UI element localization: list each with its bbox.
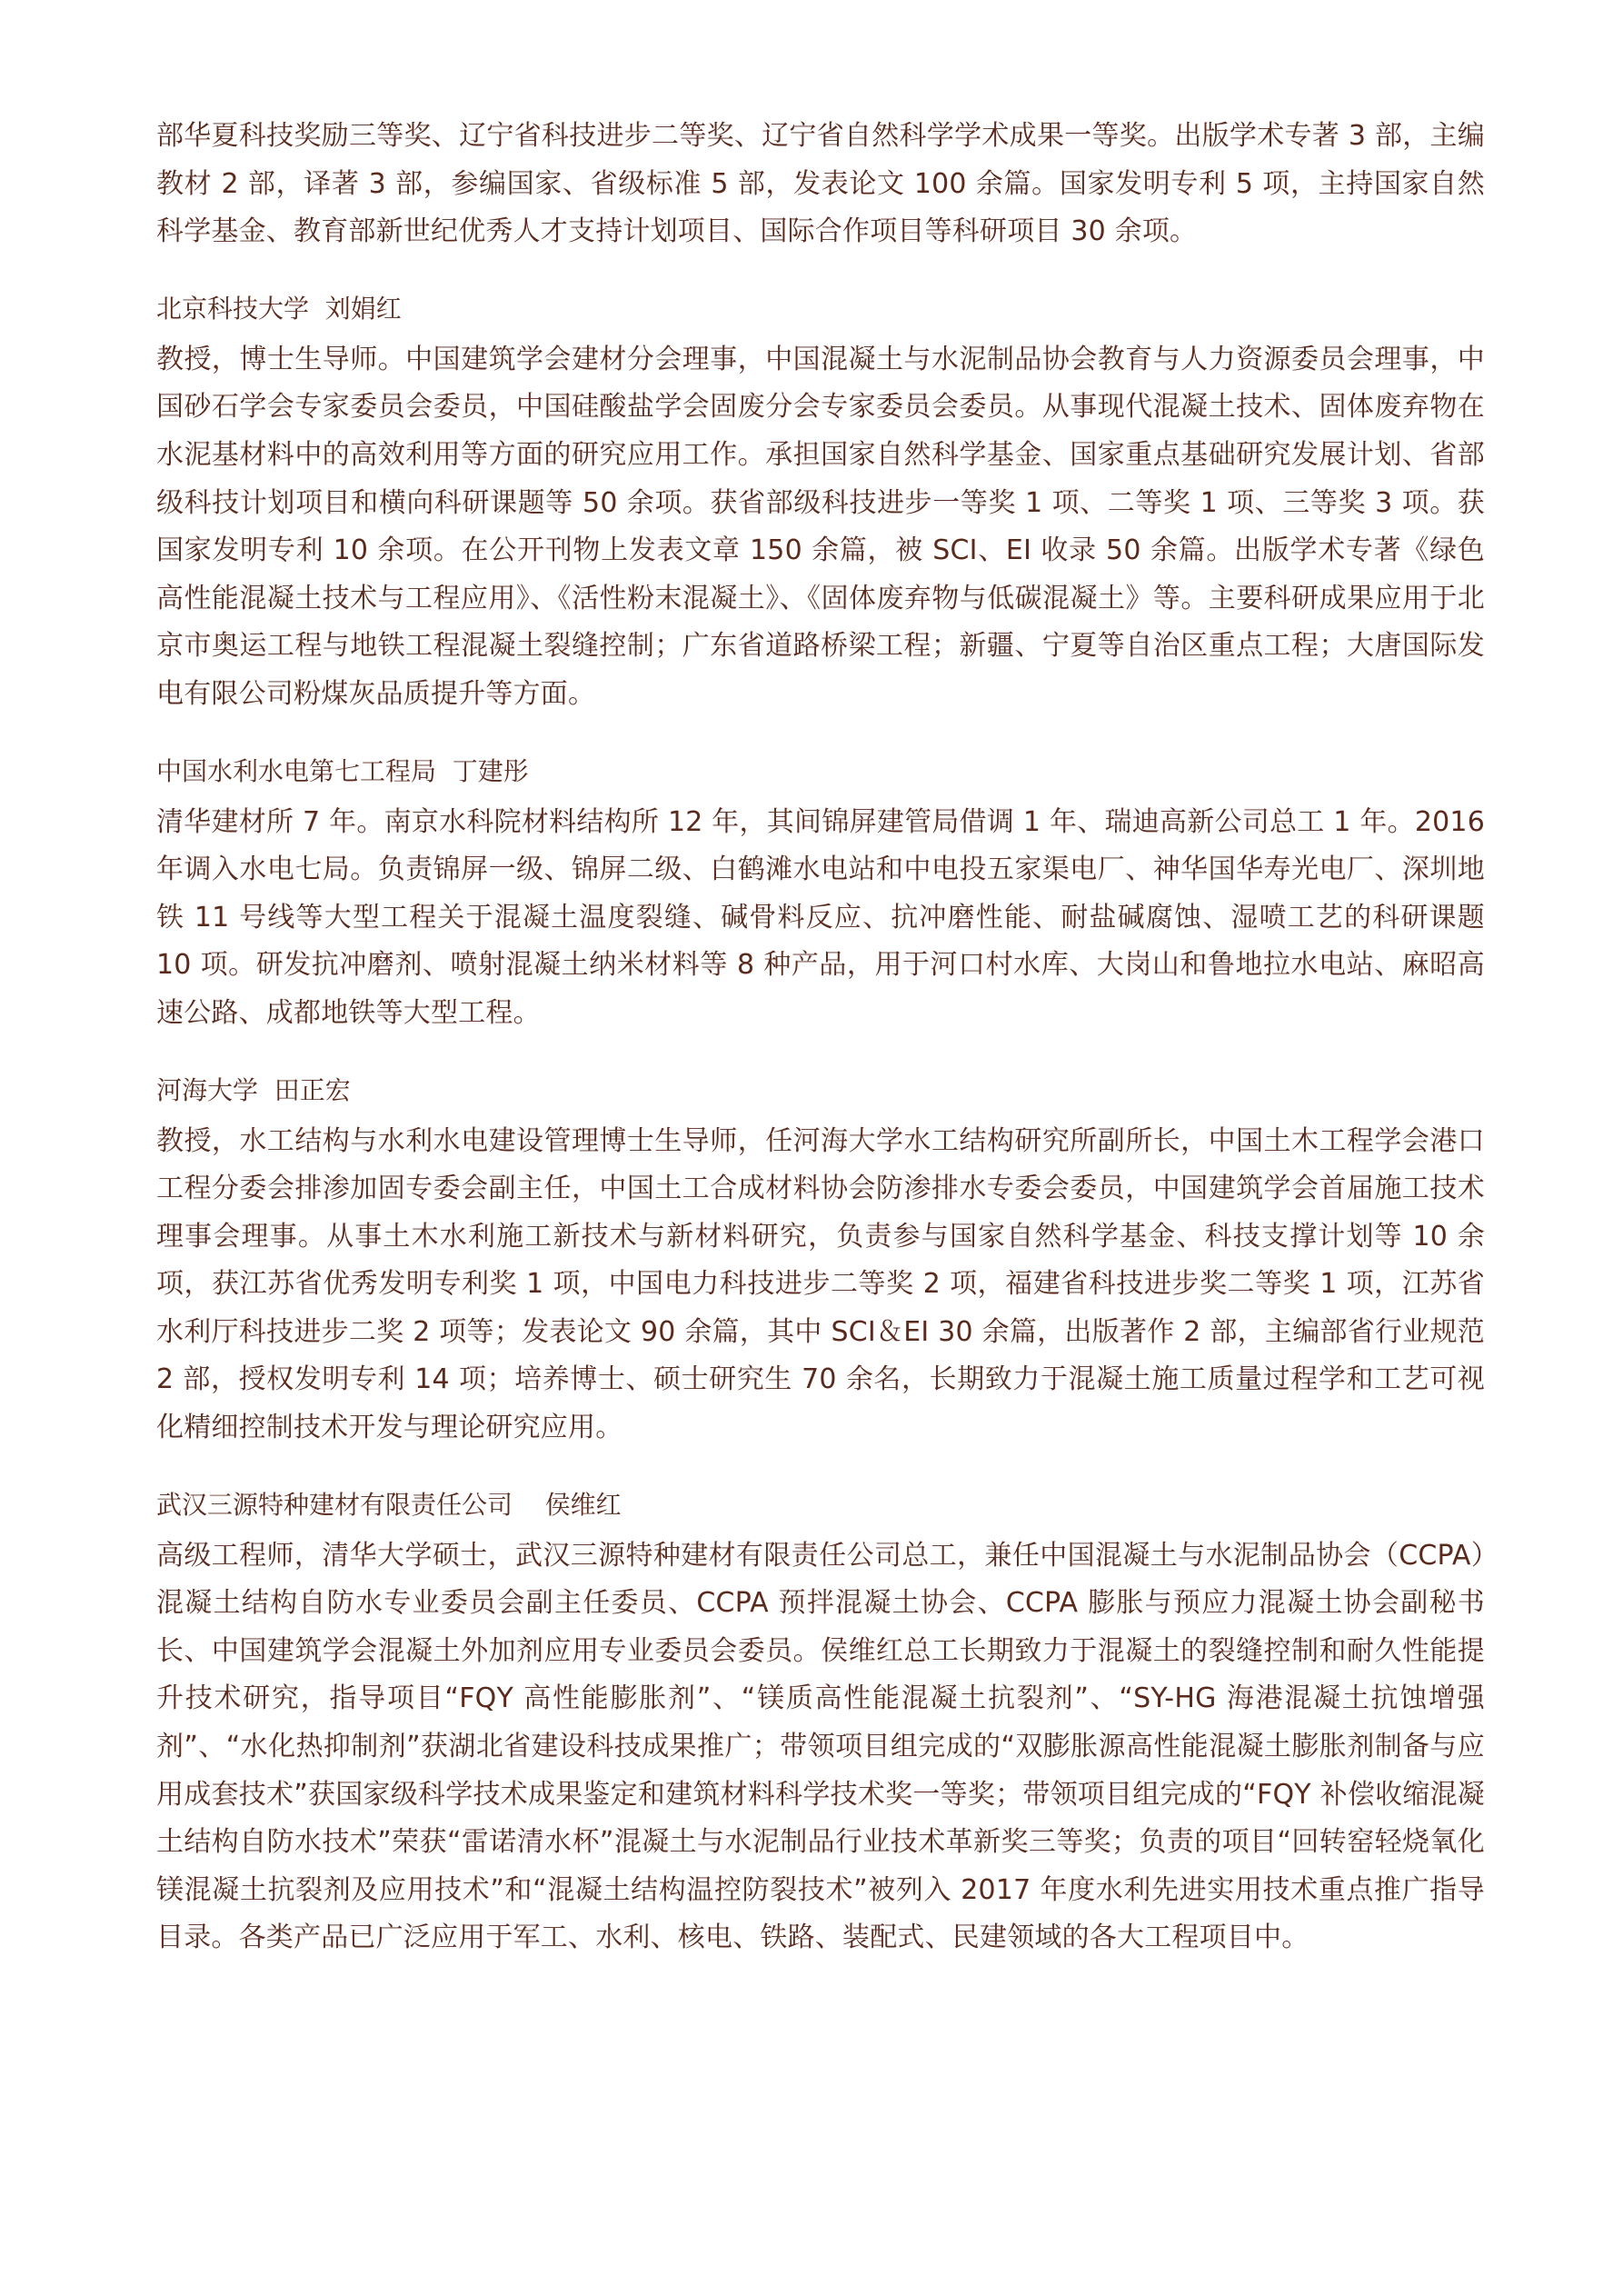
bio-heading: 中国水利水电第七工程局 丁建彤 xyxy=(156,755,529,786)
bio-heading: 北京科技大学 刘娟红 xyxy=(156,293,402,324)
bio-section-ding-jiantong xyxy=(156,750,1485,1038)
bio-section-liu-juanhong xyxy=(156,287,1485,719)
bio-text: 教授，博士生导师。中国建筑学会建材分会理事，中国混凝土与水泥制品协会教育与人力资源委员会理事，中国砂石学会专家委员会委员，中国硅酸盐学会固废分会专家委员会委员。从事现代混凝土技术、固体废弃物在水泥基材料中的高效利用等方面的研究应用工作。承担国家自然科学基金、国家重点基础研究发展计划、省部级科技计划项目和横向科研课题等 50 余项。获省部级科技进步一等奖 1 项、二等奖 1 项、三等奖 3 项。获国家发明专利 10 余项。在公开刊物上发表文章 150 余篇，被 SCI、EI 收录 50 余篇。出版学术专著《绿色高性能混凝土技术与工程应用》、《活性粉末混凝土》、《固体废弃物与低碳混凝土》等。主要科研成果应用于北京市奥运工程与地铁工程混凝土裂缝控制；广东省道路桥梁工程；新疆、宁夏等自治区重点工程；大唐国际发电有限公司粉煤灰品质提升等方面。 xyxy=(156,343,1485,710)
bio-section-hou-weihong xyxy=(156,1483,1485,1962)
bio-text: 清华建材所 7 年。南京水科院材料结构所 12 年，其间锦屏建管局借调 1 年、瑞迪高新公司总工 1 年。2016 年调入水电七局。负责锦屏一级、锦屏二级、白鹤滩水电站和中电投五家渠电厂、神华国华寿光电厂、深圳地铁 11 号线等大型工程关于混凝土温度裂缝、碱骨料反应、抗冲磨性能、耐盐碱腐蚀、湿喷工艺的科研课题 10 项。研发抗冲磨剂、喷射混凝土纳米材料等 8 种产品，用于河口村水库、大岗山和鲁地拉水电站、麻昭高速公路、成都地铁等大型工程。 xyxy=(156,805,1485,1029)
intro-paragraph: 部华夏科技奖励三等奖、辽宁省科技进步二等奖、辽宁省自然科学学术成果一等奖。出版学术专著 3 部，主编教材 2 部，译著 3 部，参编国家、省级标准 5 部，发表论文 100 余篇。国家发明专利 5 项，主持国家自然科学基金、教育部新世纪优秀人才支持计划项目、国际合作项目等科研项目 30 余项。 xyxy=(156,120,1485,248)
bio-section-tian-zhenghong xyxy=(156,1069,1485,1452)
document-page xyxy=(156,113,1485,1962)
bio-text: 高级工程师，清华大学硕士，武汉三源特种建材有限责任公司总工，兼任中国混凝土与水泥制品协会（CCPA）混凝土结构自防水专业委员会副主任委员、CCPA 预拌混凝土协会、CCPA 膨胀与预应力混凝土协会副秘书长、中国建筑学会混凝土外加剂应用专业委员会委员。侯维红总工长期致力于混凝土的裂缝控制和耐久性能提升技术研究，指导项目“FQY 高性能膨胀剂”、“镁质高性能混凝土抗裂剂”、“SY-HG 海港混凝土抗蚀增强剂”、“水化热抑制剂”获湖北省建设科技成果推广；带领项目组完成的“双膨胀源高性能混凝土膨胀剂制备与应用成套技术”获国家级科学技术成果鉴定和建筑材料科学技术奖一等奖；带领项目组完成的“FQY 补偿收缩混凝土结构自防水技术”荣获“雷诺清水杯”混凝土与水泥制品行业技术革新奖三等奖；负责的项目“回转窑轻烧氧化镁混凝土抗裂剂及应用技术”和“混凝土结构温控防裂技术”被列入 2017 年度水利先进实用技术重点推广指导目录。各类产品已广泛应用于军工、水利、核电、铁路、装配式、民建领域的各大工程项目中。 xyxy=(156,1539,1485,1954)
bio-text: 教授，水工结构与水利水电建设管理博士生导师，任河海大学水工结构研究所副所长，中国土木工程学会港口工程分委会排渗加固专委会副主任，中国土工合成材料协会防渗排水专委会委员，中国建筑学会首届施工技术理事会理事。从事土木水利施工新技术与新材料研究，负责参与国家自然科学基金、科技支撑计划等 10 余项，获江苏省优秀发明专利奖 1 项，中国电力科技进步二等奖 2 项，福建省科技进步奖二等奖 1 项，江苏省水利厅科技进步二奖 2 项等；发表论文 90 余篇，其中 SCI＆EI 30 余篇，出版著作 2 部，主编部省行业规范 2 部，授权发明专利 14 项；培养博士、硕士研究生 70 余名，长期致力于混凝土施工质量过程学和工艺可视化精细控制技术开发与理论研究应用。 xyxy=(156,1124,1485,1444)
bio-heading: 河海大学 田正宏 xyxy=(156,1074,351,1105)
bio-heading: 武汉三源特种建材有限责任公司 侯维红 xyxy=(156,1489,622,1520)
